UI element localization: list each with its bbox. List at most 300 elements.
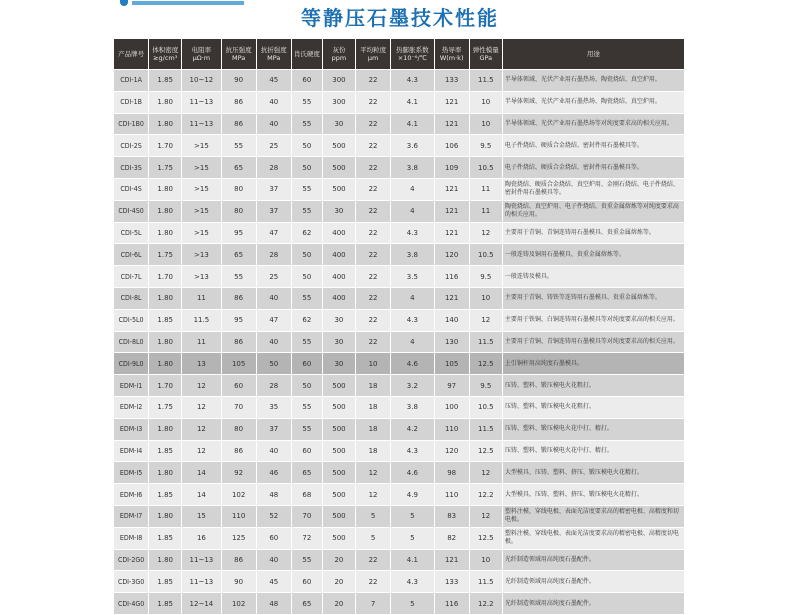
header-cell: 抗折强度 MPa [256,39,291,70]
value-cell: 400 [322,222,355,244]
value-cell: 30 [322,331,355,353]
table-row [114,309,685,331]
use-cell: 主要用于青铜、铸铁等连铸用石墨模具、贵重金属熔炼等。 [502,287,684,309]
value-cell: 55 [291,91,322,113]
value-cell: 500 [322,375,355,397]
value-cell: >13 [182,244,221,266]
value-cell: 1.70 [149,266,182,288]
value-cell: 121 [434,222,469,244]
use-cell: 压铸、塑料、锻压模电火花中打、精打。 [502,440,684,462]
value-cell: 1.70 [149,135,182,157]
value-cell: 5 [355,505,390,527]
value-cell: 28 [256,157,291,179]
value-cell: 68 [291,484,322,506]
value-cell: 18 [355,440,390,462]
table-row [114,70,685,92]
value-cell: 7 [355,593,390,615]
value-cell: 12 [182,396,221,418]
grade-cell: CDI-4S [114,178,149,200]
value-cell: 1.80 [149,331,182,353]
value-cell: 40 [256,287,291,309]
header-cell: 用途 [502,39,684,70]
value-cell: 22 [355,70,390,92]
grade-cell: CDI-5L [114,222,149,244]
value-cell: 65 [221,157,256,179]
value-cell: 40 [256,549,291,571]
value-cell: 105 [434,353,469,375]
value-cell: 11 [182,287,221,309]
value-cell: 12 [469,309,502,331]
value-cell: 4.3 [391,70,434,92]
table-row [114,484,685,506]
use-cell: 光纤制造领域用高纯度石墨配件。 [502,571,684,593]
value-cell: 9.5 [469,266,502,288]
grade-cell: EDM-I5 [114,462,149,484]
value-cell: 4.3 [391,440,434,462]
value-cell: 55 [221,266,256,288]
value-cell: 4.9 [391,484,434,506]
value-cell: 130 [434,331,469,353]
value-cell: 102 [221,484,256,506]
use-cell: 陶瓷烧结、真空炉用、电子件烧结、贵重金属熔炼等对纯度要求高的相关应用。 [502,200,684,222]
value-cell: 48 [256,593,291,615]
value-cell: 65 [291,593,322,615]
value-cell: 12 [355,462,390,484]
grade-cell: CDI-6L [114,244,149,266]
value-cell: 52 [256,505,291,527]
grade-cell: CDI-7L [114,266,149,288]
value-cell: 22 [355,331,390,353]
value-cell: 15 [182,505,221,527]
value-cell: 121 [434,178,469,200]
value-cell: 97 [434,375,469,397]
value-cell: 72 [291,527,322,549]
value-cell: 3.5 [391,266,434,288]
value-cell: 50 [291,375,322,397]
value-cell: 400 [322,266,355,288]
value-cell: 40 [256,91,291,113]
grade-cell: CDI-3S [114,157,149,179]
value-cell: 12.5 [469,440,502,462]
use-cell: 大型模具、压铸、塑料、挤压、锻压模电火花精打。 [502,462,684,484]
value-cell: 10~12 [182,70,221,92]
value-cell: 12 [182,440,221,462]
value-cell: 3.8 [391,157,434,179]
value-cell: 4.6 [391,462,434,484]
grade-cell: CDI-8L [114,287,149,309]
table-row [114,505,685,527]
value-cell: 55 [291,113,322,135]
value-cell: 35 [256,396,291,418]
value-cell: 500 [322,505,355,527]
header-cell: 产品牌号 [114,39,149,70]
value-cell: 500 [322,157,355,179]
use-cell: 主要用于铁铜、白铜连铸用石墨模具等对纯度要求高的相关应用。 [502,309,684,331]
value-cell: 30 [322,200,355,222]
value-cell: 1.85 [149,440,182,462]
use-cell: 半导体领域、光伏产业用石墨热场、陶瓷烧结、真空炉用。 [502,70,684,92]
value-cell: 50 [256,353,291,375]
value-cell: 11~13 [182,571,221,593]
value-cell: 1.80 [149,353,182,375]
grade-cell: CDI-4S0 [114,200,149,222]
value-cell: 121 [434,287,469,309]
table-row [114,113,685,135]
value-cell: 55 [291,549,322,571]
value-cell: 22 [355,287,390,309]
value-cell: 86 [221,113,256,135]
value-cell: 120 [434,244,469,266]
value-cell: 500 [322,527,355,549]
value-cell: 110 [434,418,469,440]
value-cell: 12 [469,222,502,244]
header-cell: 平均粒度 μm [355,39,390,70]
value-cell: 40 [256,440,291,462]
value-cell: 60 [291,70,322,92]
value-cell: 500 [322,135,355,157]
grade-cell: EDM-I2 [114,396,149,418]
value-cell: 16 [182,527,221,549]
value-cell: 5 [391,527,434,549]
value-cell: 4.3 [391,222,434,244]
grade-cell: CDI-9L0 [114,353,149,375]
value-cell: 12.2 [469,593,502,615]
value-cell: 55 [291,287,322,309]
value-cell: 4 [391,287,434,309]
value-cell: 25 [256,135,291,157]
value-cell: 18 [355,375,390,397]
value-cell: 1.85 [149,70,182,92]
use-cell: 上引铜杆用高纯度石墨模具。 [502,353,684,375]
value-cell: 11 [182,331,221,353]
page-title: 等静压石墨技术性能 [301,6,499,30]
value-cell: 55 [291,396,322,418]
value-cell: 83 [434,505,469,527]
grade-cell: CDI-8L0 [114,331,149,353]
value-cell: 12 [182,418,221,440]
use-cell: 塑料注模、穿线电极、表面光洁度要求高的精密电极、高精度和切电极。 [502,505,684,527]
value-cell: 11.5 [469,418,502,440]
use-cell: 一般连铸及模具。 [502,266,684,288]
header-cell: 弹性模量 GPa [469,39,502,70]
value-cell: 1.85 [149,571,182,593]
value-cell: 9.5 [469,135,502,157]
value-cell: 1.85 [149,593,182,615]
value-cell: 82 [434,527,469,549]
value-cell: 4.6 [391,353,434,375]
value-cell: 4.1 [391,113,434,135]
value-cell: 1.85 [149,309,182,331]
value-cell: 30 [322,309,355,331]
value-cell: 37 [256,178,291,200]
value-cell: 22 [355,91,390,113]
value-cell: 86 [221,440,256,462]
use-cell: 压铸、塑料、锻压模电火花粗打。 [502,396,684,418]
value-cell: 45 [256,571,291,593]
value-cell: 65 [221,244,256,266]
value-cell: 86 [221,331,256,353]
value-cell: 90 [221,70,256,92]
grade-cell: EDM-I3 [114,418,149,440]
value-cell: 22 [355,222,390,244]
value-cell: 92 [221,462,256,484]
use-cell: 半导体领域、光伏产业用石墨热场等对纯度要求高的相关应用。 [502,113,684,135]
use-cell: 半导体领域、光伏产业用石墨热场、陶瓷烧结、真空炉用。 [502,91,684,113]
value-cell: 3.2 [391,375,434,397]
value-cell: 45 [256,70,291,92]
value-cell: >15 [182,178,221,200]
table-row [114,287,685,309]
table-row [114,135,685,157]
value-cell: 95 [221,309,256,331]
value-cell: 11~13 [182,91,221,113]
value-cell: 4.3 [391,571,434,593]
grade-cell: CDI-2S [114,135,149,157]
grade-cell: CDI-1A [114,70,149,92]
value-cell: 1.80 [149,113,182,135]
header-cell: 肖氏硬度 [291,39,322,70]
value-cell: 11.5 [469,331,502,353]
value-cell: 95 [221,222,256,244]
value-cell: 10 [469,91,502,113]
value-cell: 60 [291,571,322,593]
value-cell: 70 [221,396,256,418]
value-cell: 12 [469,505,502,527]
value-cell: 55 [291,178,322,200]
value-cell: 4.3 [391,309,434,331]
value-cell: 1.80 [149,418,182,440]
table-row [114,549,685,571]
value-cell: 30 [322,353,355,375]
grade-cell: EDM-I4 [114,440,149,462]
value-cell: 20 [322,571,355,593]
table-row [114,527,685,549]
value-cell: 3.6 [391,135,434,157]
value-cell: 140 [434,309,469,331]
value-cell: 1.80 [149,549,182,571]
value-cell: 62 [291,309,322,331]
use-cell: 大型模具、压铸、塑料、挤压、锻压模电火花精打。 [502,484,684,506]
table-row [114,375,685,397]
value-cell: 9.5 [469,375,502,397]
value-cell: 55 [291,331,322,353]
value-cell: 22 [355,113,390,135]
use-cell: 一般连铸及铜用石墨模具、贵重金属熔炼等。 [502,244,684,266]
value-cell: 60 [221,375,256,397]
value-cell: 60 [291,440,322,462]
value-cell: >13 [182,266,221,288]
grade-cell: CDI-4G0 [114,593,149,615]
table-header-row [114,39,685,70]
value-cell: 30 [322,113,355,135]
value-cell: 500 [322,440,355,462]
value-cell: 65 [291,462,322,484]
value-cell: 10 [355,353,390,375]
value-cell: 120 [434,440,469,462]
table-row [114,418,685,440]
value-cell: 22 [355,266,390,288]
value-cell: 50 [291,244,322,266]
value-cell: 86 [221,549,256,571]
value-cell: >15 [182,222,221,244]
value-cell: 50 [291,157,322,179]
value-cell: 12 [469,462,502,484]
table-row [114,331,685,353]
table-row [114,571,685,593]
value-cell: 22 [355,309,390,331]
value-cell: 5 [355,527,390,549]
value-cell: 10.5 [469,244,502,266]
value-cell: 47 [256,309,291,331]
value-cell: 28 [256,375,291,397]
header-cell: 抗压强度 MPa [221,39,256,70]
value-cell: 1.70 [149,375,182,397]
table-row [114,266,685,288]
table-body [114,70,685,615]
value-cell: 10.5 [469,396,502,418]
value-cell: 22 [355,178,390,200]
value-cell: 500 [322,418,355,440]
spec-table [113,38,685,615]
use-cell: 压铸、塑料、锻压模电火花粗打。 [502,375,684,397]
value-cell: 500 [322,484,355,506]
value-cell: 121 [434,200,469,222]
value-cell: 55 [291,418,322,440]
value-cell: 40 [256,331,291,353]
value-cell: 22 [355,549,390,571]
value-cell: 12 [355,484,390,506]
value-cell: 102 [221,593,256,615]
grade-cell: CDI-2G0 [114,549,149,571]
value-cell: 10 [469,549,502,571]
value-cell: 3.8 [391,396,434,418]
use-cell: 电子件烧结、硬质合金烧结、密封件用石墨模具等。 [502,135,684,157]
value-cell: 1.80 [149,222,182,244]
table-row [114,353,685,375]
value-cell: 11~13 [182,113,221,135]
table-row [114,396,685,418]
value-cell: 80 [221,418,256,440]
value-cell: 116 [434,593,469,615]
header-cell: 热膨胀系数 ×10⁻⁶/℃ [391,39,434,70]
value-cell: 4.1 [391,549,434,571]
value-cell: >15 [182,200,221,222]
table-row [114,440,685,462]
value-cell: 11.5 [469,571,502,593]
use-cell: 光纤制造领域用高纯度石墨配件。 [502,549,684,571]
value-cell: 4.1 [391,91,434,113]
value-cell: 105 [221,353,256,375]
value-cell: 125 [221,527,256,549]
value-cell: 70 [291,505,322,527]
value-cell: 50 [291,266,322,288]
header-cell: 灰份 ppm [322,39,355,70]
value-cell: 116 [434,266,469,288]
header-cell: 体积密度 ≥g/cm³ [149,39,182,70]
value-cell: 22 [355,135,390,157]
value-cell: 18 [355,418,390,440]
value-cell: 5 [391,505,434,527]
grade-cell: CDI-1B [114,91,149,113]
value-cell: 4 [391,178,434,200]
value-cell: 1.80 [149,462,182,484]
value-cell: 4 [391,331,434,353]
value-cell: 1.85 [149,484,182,506]
value-cell: 60 [256,527,291,549]
value-cell: 14 [182,484,221,506]
value-cell: 1.75 [149,244,182,266]
value-cell: 98 [434,462,469,484]
grade-cell: CDI-1B0 [114,113,149,135]
value-cell: 22 [355,571,390,593]
grade-cell: EDM-I1 [114,375,149,397]
value-cell: 40 [256,113,291,135]
value-cell: 109 [434,157,469,179]
use-cell: 光纤制造领域用高纯度石墨配件。 [502,593,684,615]
table-row [114,178,685,200]
value-cell: 55 [221,135,256,157]
value-cell: 80 [221,178,256,200]
value-cell: 50 [291,135,322,157]
value-cell: 121 [434,113,469,135]
value-cell: 1.85 [149,527,182,549]
table-row [114,462,685,484]
table-row [114,91,685,113]
value-cell: 28 [256,244,291,266]
table-row [114,244,685,266]
table-row [114,200,685,222]
value-cell: 300 [322,91,355,113]
value-cell: 25 [256,266,291,288]
value-cell: 12.2 [469,484,502,506]
value-cell: 22 [355,244,390,266]
grade-cell: CDI-5L0 [114,309,149,331]
value-cell: 20 [322,593,355,615]
value-cell: 1.80 [149,287,182,309]
value-cell: 121 [434,549,469,571]
value-cell: 10 [469,287,502,309]
use-cell: 主要用于青铜、青铜连铸用石墨模具、贵重金属熔炼等。 [502,222,684,244]
value-cell: 37 [256,418,291,440]
use-cell: 塑料注模、穿线电极、表面光洁度要求高的精密电极、高精度切电极。 [502,527,684,549]
value-cell: 80 [221,200,256,222]
header-cell: 热导率 W(m·k) [434,39,469,70]
use-cell: 主要用于青铜、青铜连铸用石墨模具等对纯度要求高的相关应用。 [502,331,684,353]
value-cell: 46 [256,462,291,484]
value-cell: 62 [291,222,322,244]
value-cell: 20 [322,549,355,571]
use-cell: 压铸、塑料、锻压模电火花中打、精打。 [502,418,684,440]
value-cell: 100 [434,396,469,418]
value-cell: 48 [256,484,291,506]
value-cell: 3.8 [391,244,434,266]
value-cell: 1.80 [149,91,182,113]
table-row [114,157,685,179]
value-cell: 22 [355,200,390,222]
value-cell: 37 [256,200,291,222]
value-cell: 22 [355,157,390,179]
value-cell: 86 [221,91,256,113]
use-cell: 电子件烧结、硬质合金烧结、密封件用石墨模具等。 [502,157,684,179]
value-cell: 4.2 [391,418,434,440]
value-cell: 5 [391,593,434,615]
value-cell: 106 [434,135,469,157]
value-cell: 11 [469,178,502,200]
grade-cell: CDI-3G0 [114,571,149,593]
value-cell: 90 [221,571,256,593]
table-row [114,593,685,615]
value-cell: 60 [291,353,322,375]
